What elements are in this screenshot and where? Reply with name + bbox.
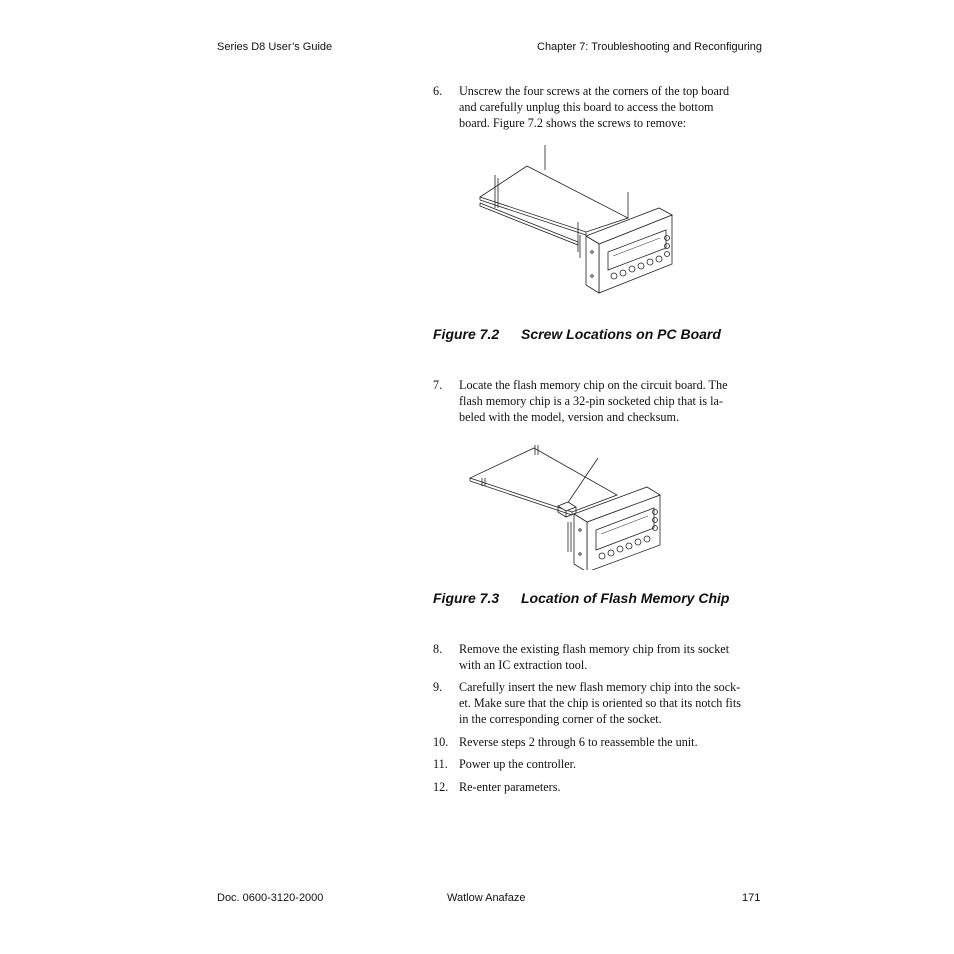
figure-title: Location of Flash Memory Chip [521,590,730,606]
figure-7-2-caption [433,326,721,342]
top-board [480,166,628,232]
step-text-line: board. Figure 7.2 shows the screws to remove: [459,116,687,130]
step-number: 11. [433,757,448,771]
step-text-line: beled with the model, version and checksum. [459,410,679,424]
step-text-line: with an IC extraction tool. [459,658,588,672]
step-number: 10. [433,735,449,749]
step-text-line: in the corresponding corner of the socket. [459,712,662,726]
step-number: 9. [433,680,443,694]
step-text-line: Remove the existing flash memory chip from its socket [459,642,730,656]
footer-center: Watlow Anafaze [447,892,526,904]
step-number: 12. [433,780,449,794]
step-text-line: Locate the flash memory chip on the circuit board. The [459,378,728,392]
footer-left: Doc. 0600-3120-2000 [217,892,324,904]
step-text-line: Unscrew the four screws at the corners of the top board [459,84,730,98]
footer-page-number: 171 [742,892,761,904]
figure-label: Figure 7.2 [433,326,500,342]
header-left: Series D8 User’s Guide [217,41,333,53]
step-number: 7. [433,378,443,392]
circuit-board [470,448,617,512]
step-number: 8. [433,642,443,656]
step-text-line: et. Make sure that the chip is oriented so that its notch fits [459,696,741,710]
figure-title: Screw Locations on PC Board [521,326,721,342]
step-text-line: Re-enter parameters. [459,780,561,794]
front-panel-side [586,236,599,293]
figure-7-3-illustration [462,440,668,570]
figure-7-3-caption [433,590,730,606]
front-panel-side [574,514,587,570]
figure-7-2-illustration [468,140,680,300]
step-text-line: flash memory chip is a 32-pin socketed chip that is la- [459,394,723,408]
header-right: Chapter 7: Troubleshooting and Reconfiguring [537,41,763,53]
step-text-line: Power up the controller. [459,757,577,771]
step-text-line: Reverse steps 2 through 6 to reassemble the unit. [459,735,698,749]
step-number: 6. [433,84,443,98]
figure-label: Figure 7.3 [433,590,500,606]
step-text-line: and carefully unplug this board to access the bottom [459,100,714,114]
step-text-line: Carefully insert the new flash memory chip into the sock- [459,680,741,694]
